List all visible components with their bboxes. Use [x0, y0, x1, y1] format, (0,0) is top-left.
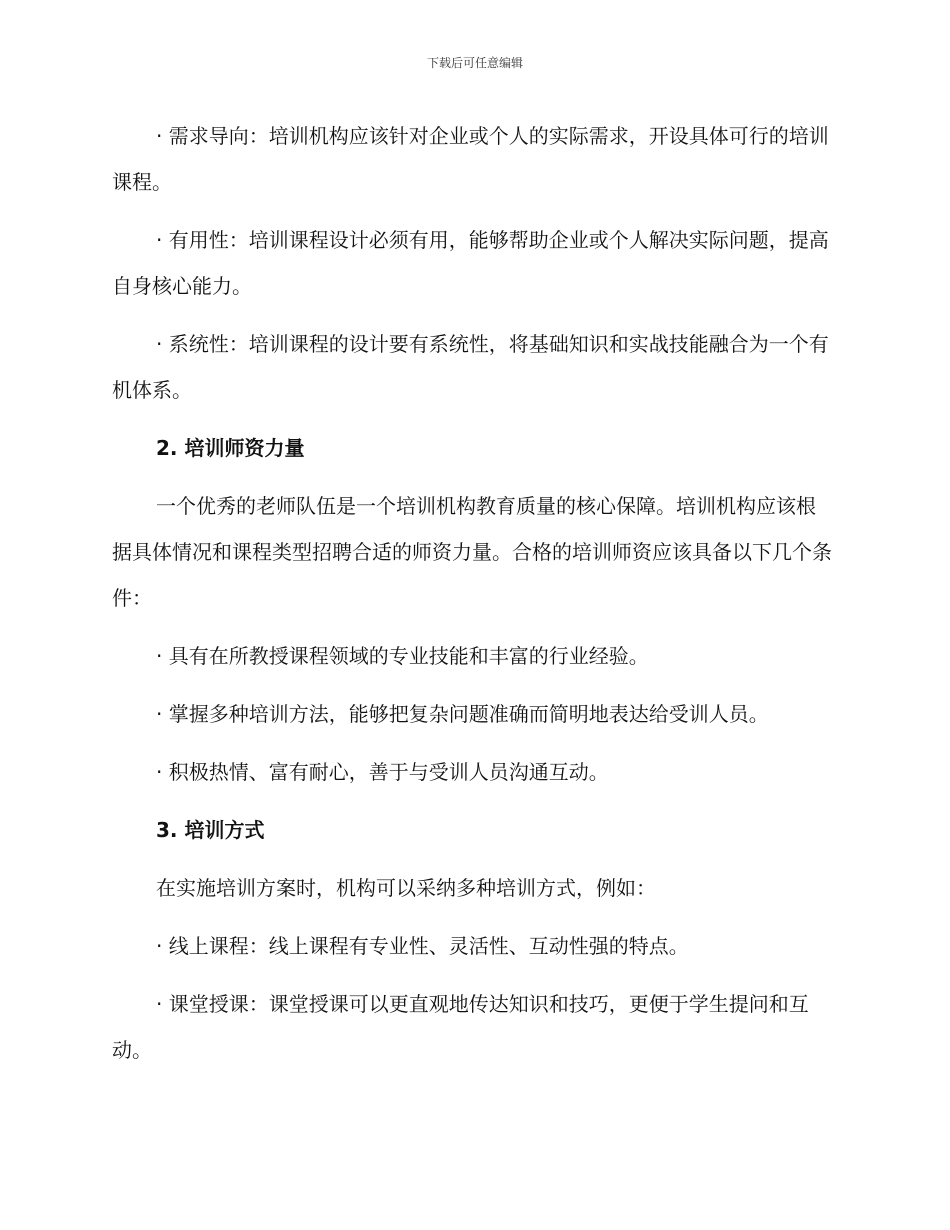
bullet-enthusiasm: · 积极热情、富有耐心，善于与受训人员沟通互动。 — [156, 760, 609, 784]
document-body — [112, 113, 832, 1085]
bullet-usefulness: · 有用性：培训课程设计必须有用，能够帮助企业或个人解决实际问题，提高自身核心能力。 — [112, 228, 829, 298]
bullet-methods: · 掌握多种培训方法，能够把复杂问题准确而简明地表达给受训人员。 — [156, 702, 769, 726]
bullet-expertise: · 具有在所教授课程领域的专业技能和丰富的行业经验。 — [156, 644, 649, 668]
bullet-systematic: · 系统性：培训课程的设计要有系统性，将基础知识和实战技能融合为一个有机体系。 — [112, 332, 829, 402]
bullet-classroom-teaching: · 课堂授课：课堂授课可以更直观地传达知识和技巧，更便于学生提问和互动。 — [112, 992, 809, 1062]
paragraph-methods-intro: 在实施培训方案时，机构可以采纳多种培训方式，例如： — [156, 876, 656, 900]
section-heading-training-methods: 3. 培训方式 — [156, 818, 265, 842]
paragraph-trainers-intro: 一个优秀的老师队伍是一个培训机构教育质量的核心保障。培训机构应该根据具体情况和课程类型招聘合适的师资力量。合格的培训师资应该具备以下几个条件： — [112, 494, 832, 610]
bullet-online-courses: · 线上课程：线上课程有专业性、灵活性、互动性强的特点。 — [156, 934, 689, 958]
bullet-demand-oriented: · 需求导向：培训机构应该针对企业或个人的实际需求，开设具体可行的培训课程。 — [112, 124, 829, 194]
page-header: 下载后可任意编辑 — [426, 56, 523, 70]
section-heading-trainers: 2. 培训师资力量 — [156, 436, 305, 460]
